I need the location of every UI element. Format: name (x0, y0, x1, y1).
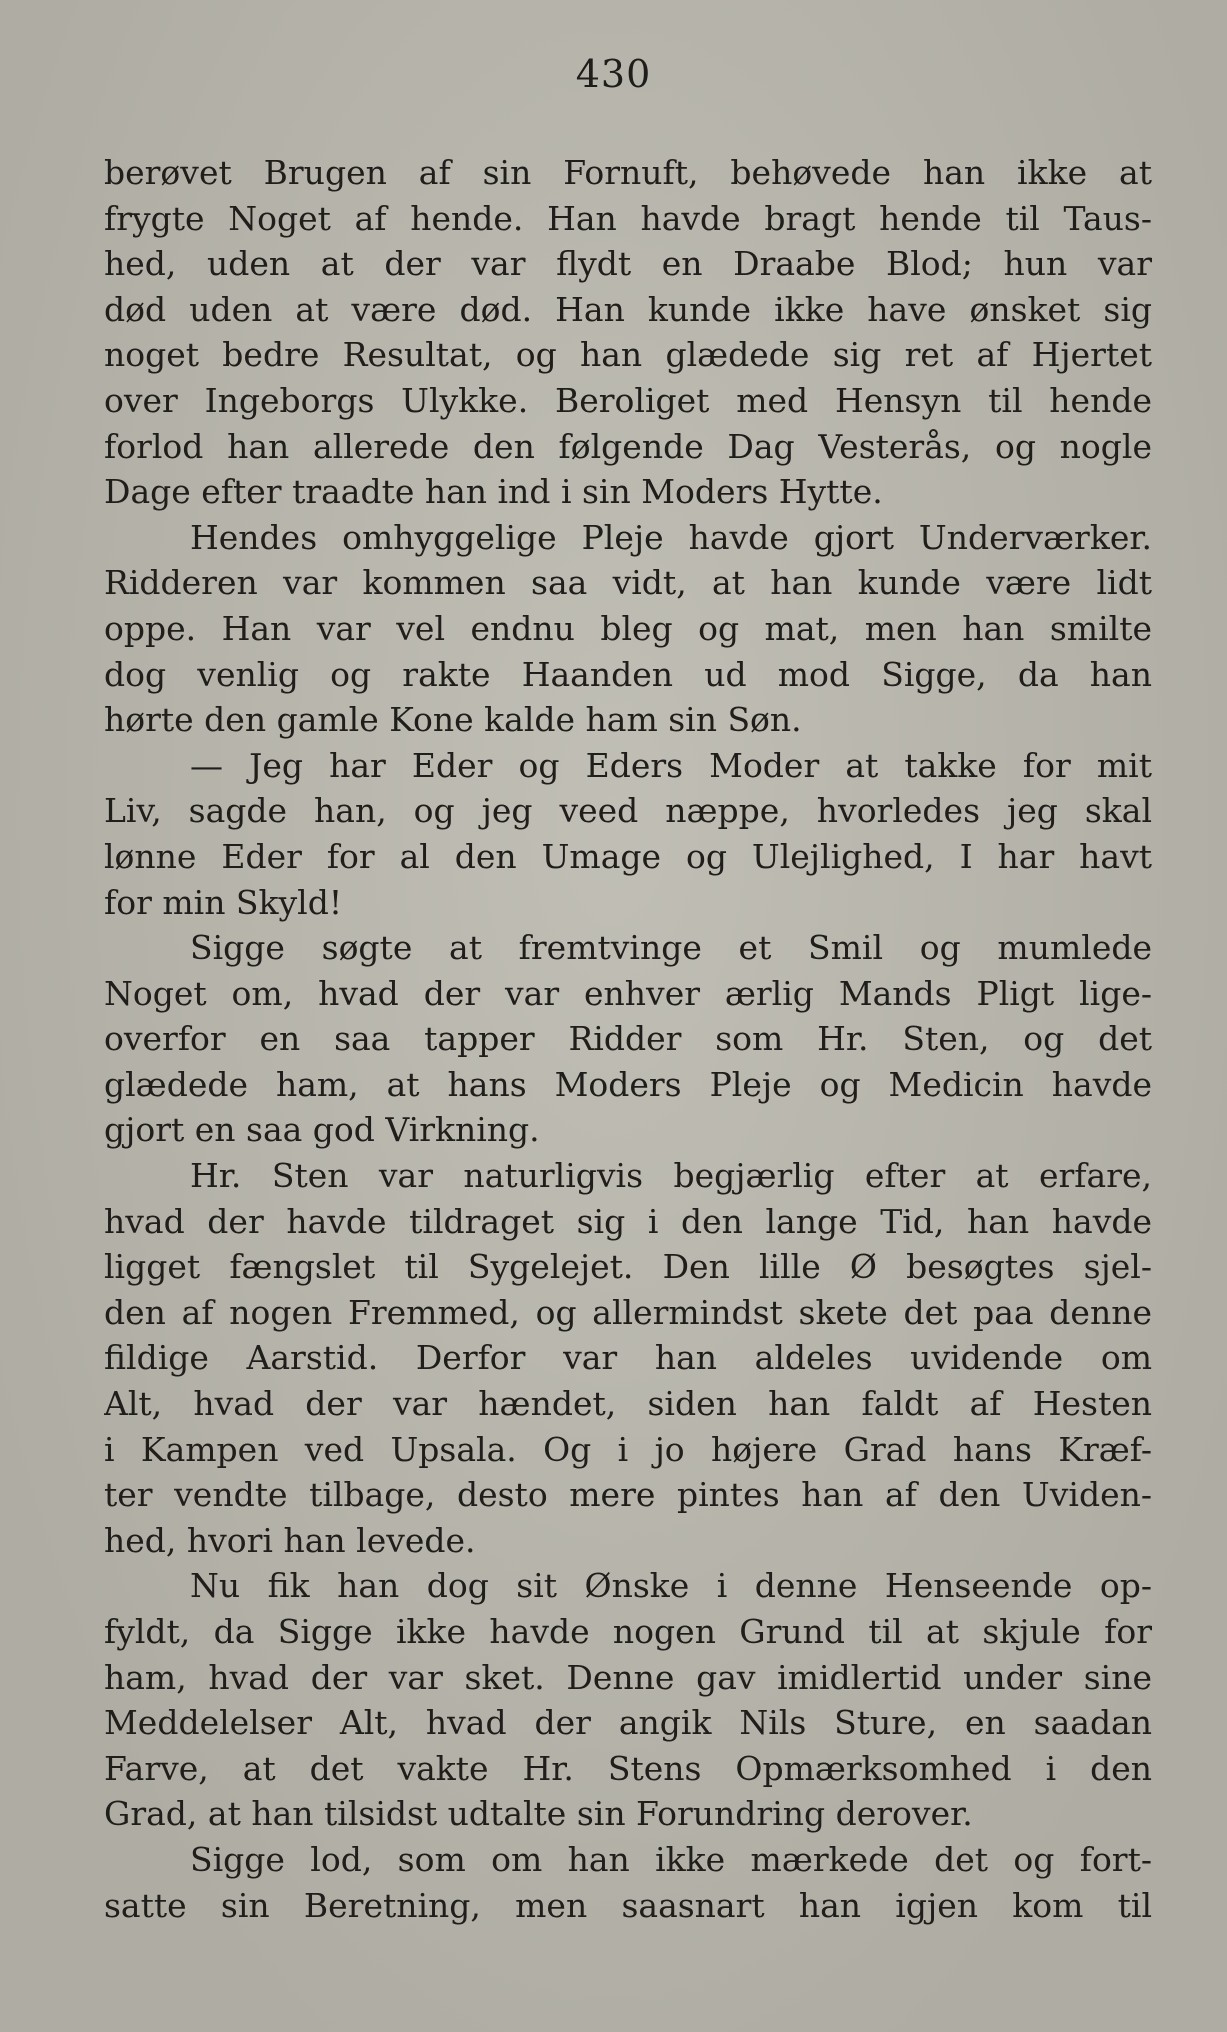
text-line: Meddelelser Alt, hvad der angik Nils Sture, en saadan (104, 1703, 1152, 1743)
text-line: frygte Noget af hende. Han havde bragt hende til Taus- (104, 198, 1152, 238)
text-line: fildige Aarstid. Derfor var han aldeles uvidende om (104, 1338, 1152, 1378)
text-line: for min Skyld! (104, 882, 343, 922)
text-line: overfor en saa tapper Ridder som Hr. Sten, og det (104, 1019, 1152, 1059)
text-line: død uden at være død. Han kunde ikke have ønsket sig (104, 289, 1152, 329)
page-number: 430 (575, 52, 652, 96)
body-text (104, 150, 1152, 1928)
text-line: — Jeg har Eder og Eders Moder at takke for mit (190, 745, 1152, 785)
text-line: Alt, hvad der var hændet, siden han faldt af Hesten (104, 1384, 1152, 1424)
text-line: Dage efter traadte han ind i sin Moders Hytte. (104, 472, 883, 512)
text-line: berøvet Brugen af sin Fornuft, behøvede han ikke at (104, 153, 1152, 192)
text-line: noget bedre Resultat, og han glædede sig ret af Hjertet (104, 335, 1152, 375)
text-line: glædede ham, at hans Moders Pleje og Medicin havde (104, 1064, 1152, 1104)
text-line: Liv, sagde han, og jeg veed næppe, hvorledes jeg skal (104, 791, 1152, 831)
text-line: dog venlig og rakte Haanden ud mod Sigge, da han (104, 654, 1152, 694)
text-line: Hr. Sten var naturligvis begjærlig efter at erfare, (190, 1156, 1152, 1196)
text-line: over Ingeborgs Ulykke. Beroliget med Hensyn til hende (104, 380, 1152, 420)
text-line: den af nogen Fremmed, og allermindst skete det paa denne (104, 1292, 1152, 1332)
text-line: fyldt, da Sigge ikke havde nogen Grund til at skjule for (104, 1612, 1152, 1651)
text-line: oppe. Han var vel endnu bleg og mat, men han smilte (104, 608, 1152, 648)
text-line: hvad der havde tildraget sig i den lange Tid, han havde (104, 1201, 1152, 1241)
text-line: gjort en saa god Virkning. (104, 1110, 540, 1150)
text-line: Hendes omhyggelige Pleje havde gjort Underværker. (190, 517, 1152, 557)
text-line: Grad, at han tilsidst udtalte sin Forundring derover. (104, 1794, 973, 1834)
text-line: hørte den gamle Kone kalde ham sin Søn. (104, 700, 802, 740)
text-line: Noget om, hvad der var enhver ærlig Mands Pligt lige- (104, 973, 1152, 1013)
text-line: ligget fængslet til Sygelejet. Den lille Ø besøgtes sjel- (104, 1247, 1152, 1287)
text-line: Ridderen var kommen saa vidt, at han kunde være lidt (104, 563, 1152, 603)
text-line: Sigge lod, som om han ikke mærkede det og fort- (190, 1839, 1152, 1879)
text-line: i Kampen ved Upsala. Og i jo højere Grad hans Kræf- (104, 1429, 1152, 1469)
text-line: forlod han allerede den følgende Dag Vesterås, og nogle (104, 426, 1152, 466)
text-line: hed, hvori han levede. (104, 1520, 476, 1560)
text-line: Nu fik han dog sit Ønske i denne Henseende op- (190, 1566, 1152, 1606)
text-line: Sigge søgte at fremtvinge et Smil og mumlede (190, 928, 1152, 968)
text-line: hed, uden at der var flydt en Draabe Blod; hun var (104, 244, 1152, 284)
text-line: ham, hvad der var sket. Denne gav imidlertid under sine (104, 1657, 1152, 1697)
text-line: lønne Eder for al den Umage og Ulejlighed, I har havt (104, 836, 1152, 876)
text-line: ter vendte tilbage, desto mere pintes han af den Uviden- (104, 1475, 1152, 1515)
text-line: satte sin Beretning, men saasnart han igjen kom til (104, 1885, 1152, 1925)
text-line: Farve, at det vakte Hr. Stens Opmærksomhed i den (104, 1748, 1152, 1788)
